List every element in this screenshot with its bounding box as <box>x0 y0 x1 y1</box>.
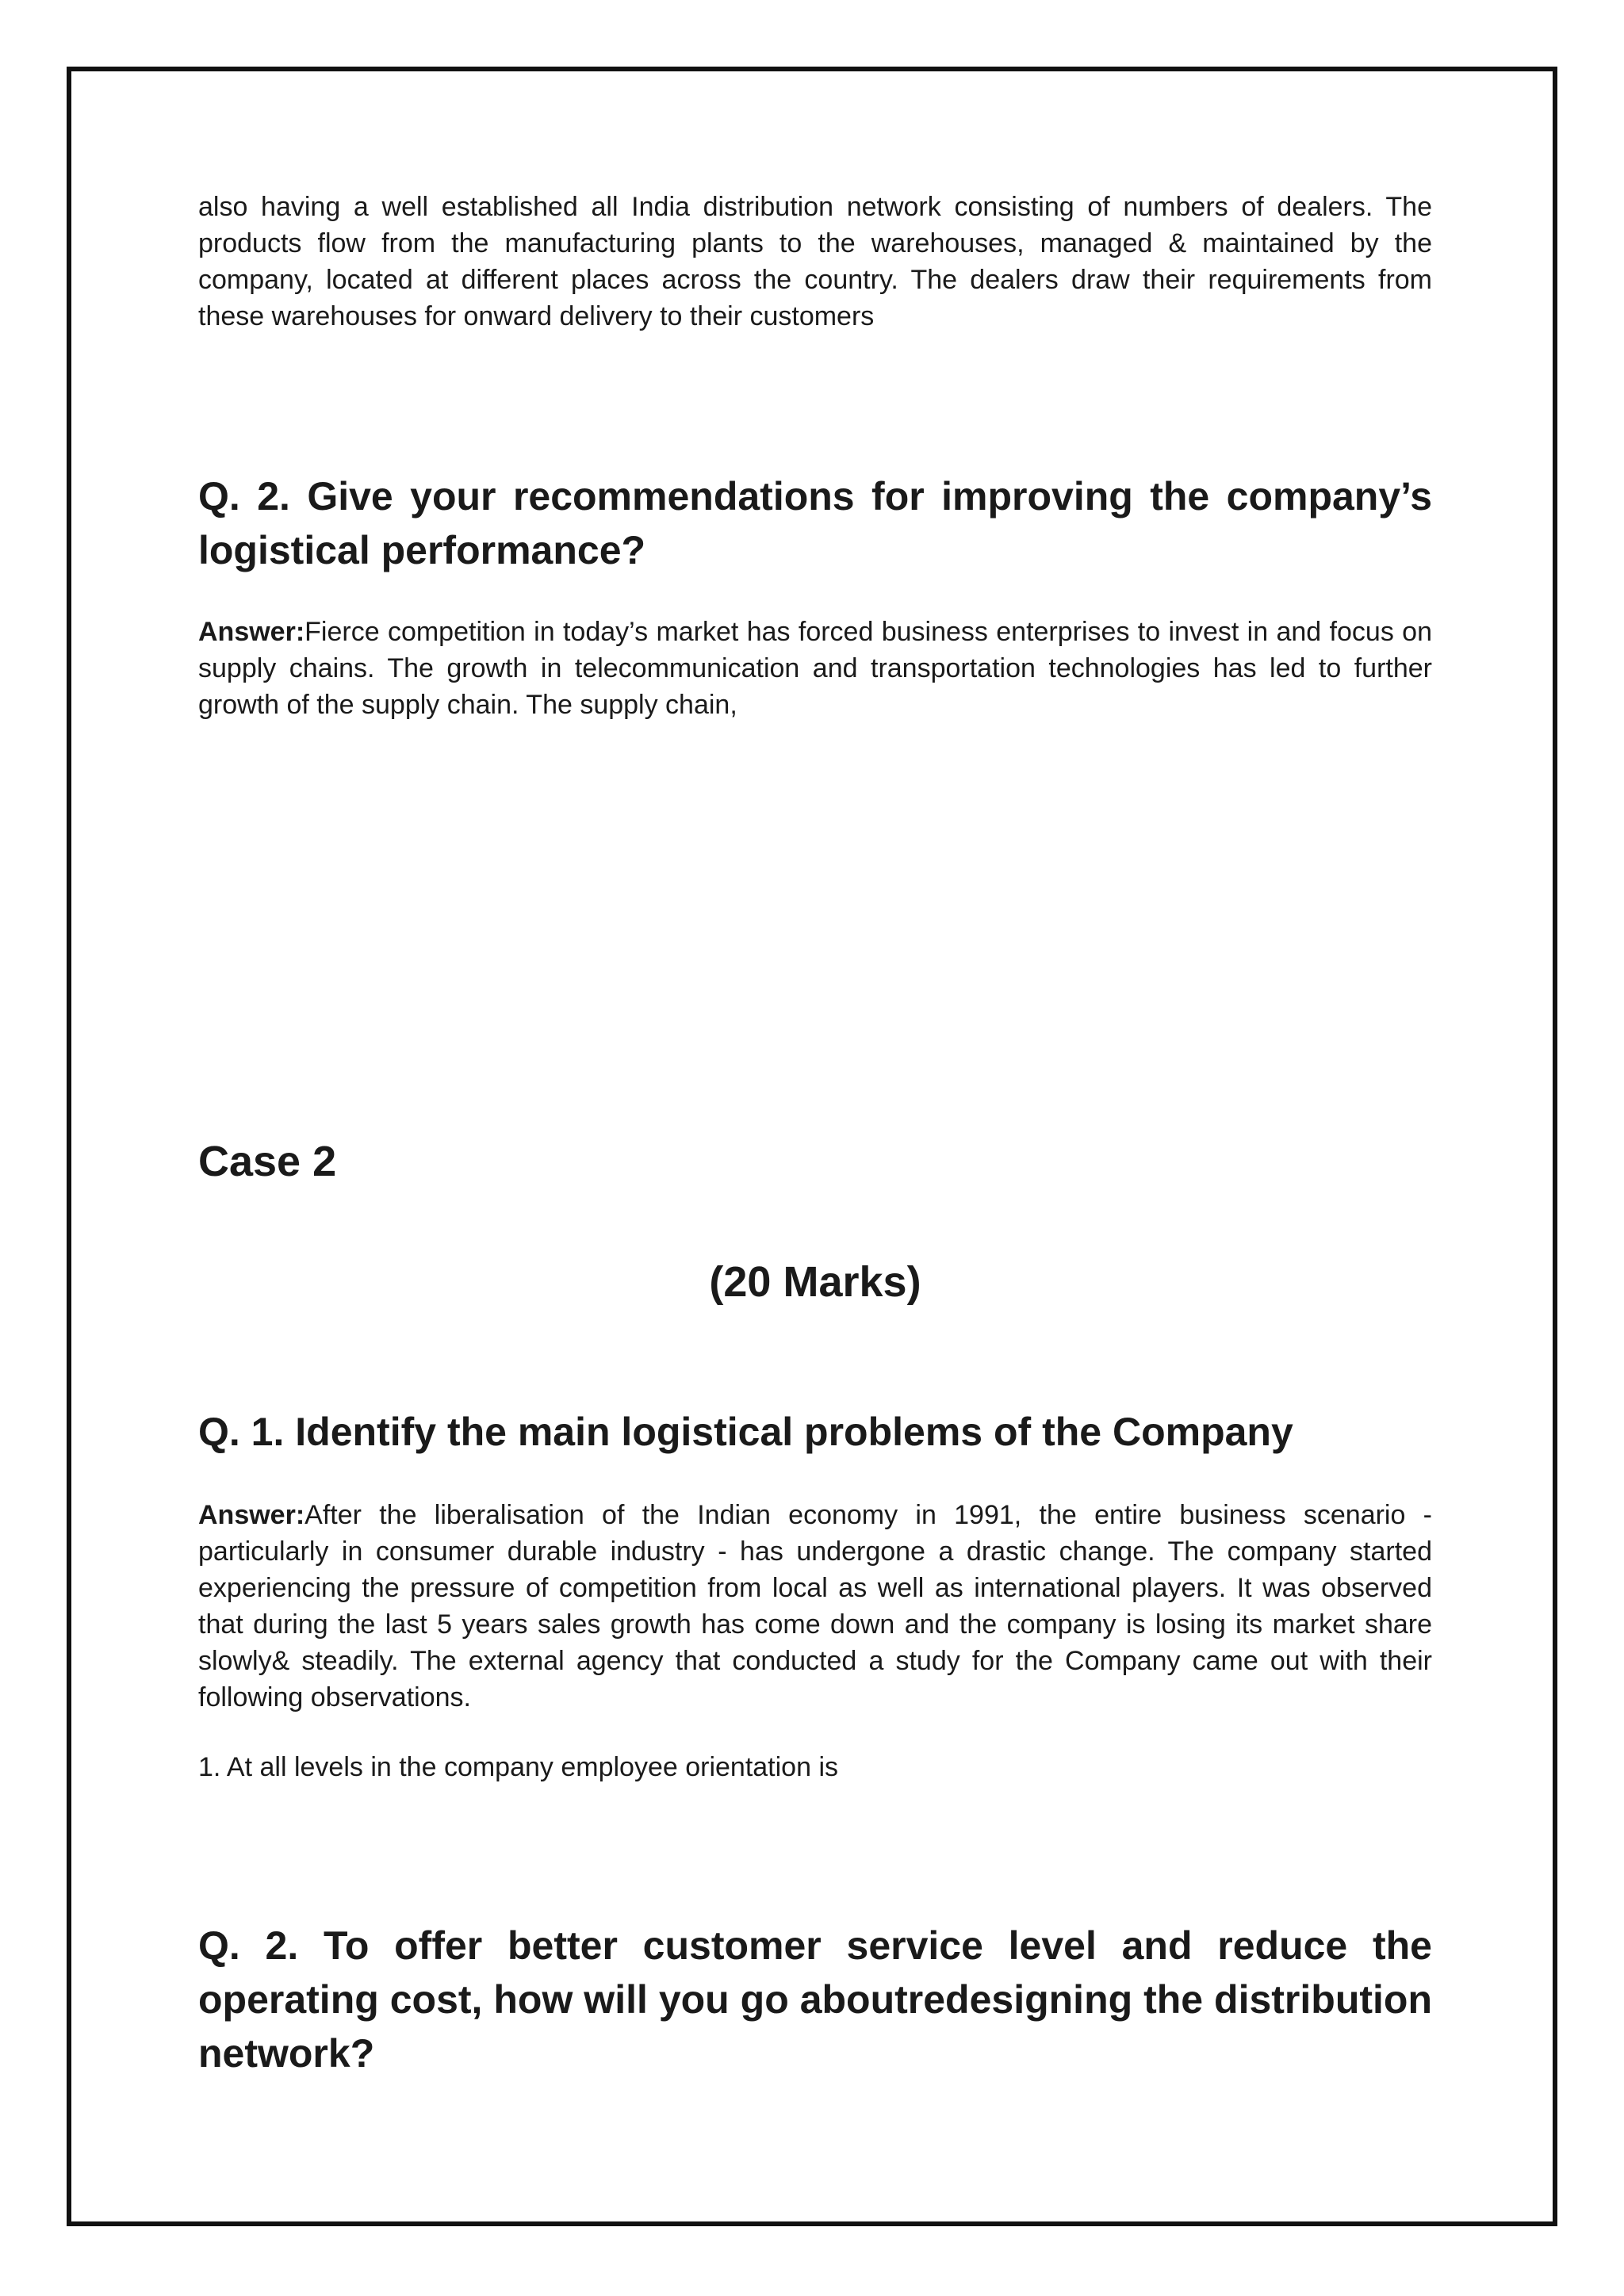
case1-q2-answer <box>198 614 1432 723</box>
case2-q1-heading: Q. 1. Identify the main logistical problems of the Company <box>198 1410 1293 1454</box>
case2-title: Case 2 <box>198 1138 337 1185</box>
answer-label: Answer: <box>198 617 305 647</box>
answer-text: After the liberalisation of the Indian economy in 1991, the entire business scenario - particularly in consumer durable industry - has undergone a drastic change. The company started experiencing the pressure of competition from local as well as international players. It was observed that during the last 5 years sales growth has come down and the company is losing its market share slowly& steadily. The external agency that conducted a study for the Company came out with their following observations. <box>198 1500 1432 1712</box>
case1-q2-heading: Q. 2. Give your recommendations for improving the company’s logistical performance? <box>198 474 1432 572</box>
intro-paragraph: also having a well established all India distribution network consisting of numbers of dealers. The products flow from the manufacturing plants to the warehouses, managed & maintained by the company, located at different places across the country. The dealers draw their requirements from these warehouses for onward delivery to their customers <box>198 192 1432 331</box>
case2-marks: (20 Marks) <box>709 1258 921 1306</box>
case2-q2-heading: Q. 2. To offer better customer service level and reduce the operating cost, how will you go aboutredesigning the distribution network? <box>198 1923 1432 2076</box>
answer-label: Answer: <box>198 1500 305 1530</box>
case2-q1-list-item: 1. At all levels in the company employee orientation is <box>198 1752 839 1782</box>
case2-q1-answer <box>198 1497 1432 1716</box>
answer-text: Fierce competition in today’s market has forced business enterprises to invest in and focus on supply chains. The growth in telecommunication and transportation technologies has led to further growth of the supply chain. The supply chain, <box>198 617 1432 720</box>
